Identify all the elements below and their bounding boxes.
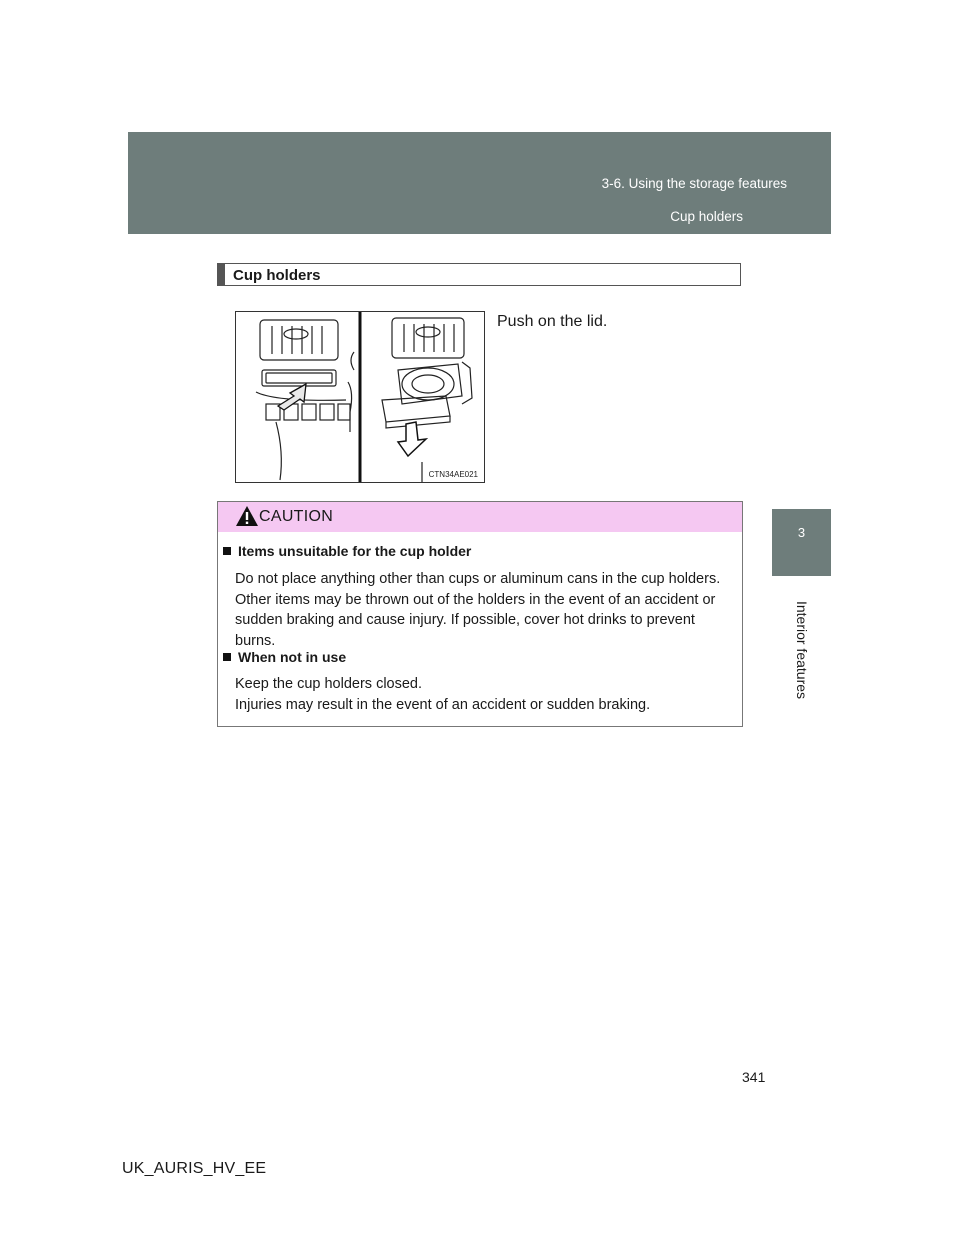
caution-line: sudden braking and cause injury. If possible, cover hot drinks to prevent xyxy=(235,612,695,628)
cup-holder-illustration xyxy=(235,311,485,483)
caution-item-heading: When not in use xyxy=(223,649,346,665)
section-heading-text: Cup holders xyxy=(233,267,321,284)
header-section-title: 3-6. Using the storage features xyxy=(601,176,787,191)
section-heading xyxy=(217,263,741,286)
header-subsection-title: Cup holders xyxy=(670,209,743,224)
bullet-square-icon xyxy=(223,653,231,661)
caution-header xyxy=(218,502,742,532)
caution-line: Other items may be thrown out of the holders in the event of an accident or xyxy=(235,591,716,608)
instruction-text: Push on the lid. xyxy=(497,313,608,330)
caution-item-heading: Items unsuitable for the cup holder xyxy=(223,543,471,559)
chapter-number-tab: 3 xyxy=(772,509,831,576)
page-number: 341 xyxy=(742,1069,766,1085)
warning-triangle-icon xyxy=(235,505,259,527)
caution-line: Do not place anything other than cups or aluminum cans in the cup holders. xyxy=(235,571,721,587)
caution-item-body xyxy=(235,674,739,715)
chapter-label: Interior features xyxy=(793,600,810,700)
caution-item-body xyxy=(235,569,739,651)
caution-box xyxy=(217,501,743,727)
header-band xyxy=(128,132,831,234)
cup-holder-drawing xyxy=(236,312,484,482)
document-code: UK_AURIS_HV_EE xyxy=(122,1160,267,1177)
caution-line: burns. xyxy=(235,632,276,649)
caution-line: Keep the cup holders closed. xyxy=(235,676,423,692)
chapter-label-tab xyxy=(772,576,831,724)
figure-code: CTN34AE021 xyxy=(428,470,478,479)
caution-title: CAUTION xyxy=(259,508,334,525)
bullet-square-icon xyxy=(223,547,231,555)
heading-accent-bar xyxy=(218,264,225,285)
caution-line: Injuries may result in the event of an accident or sudden braking. xyxy=(235,696,651,713)
